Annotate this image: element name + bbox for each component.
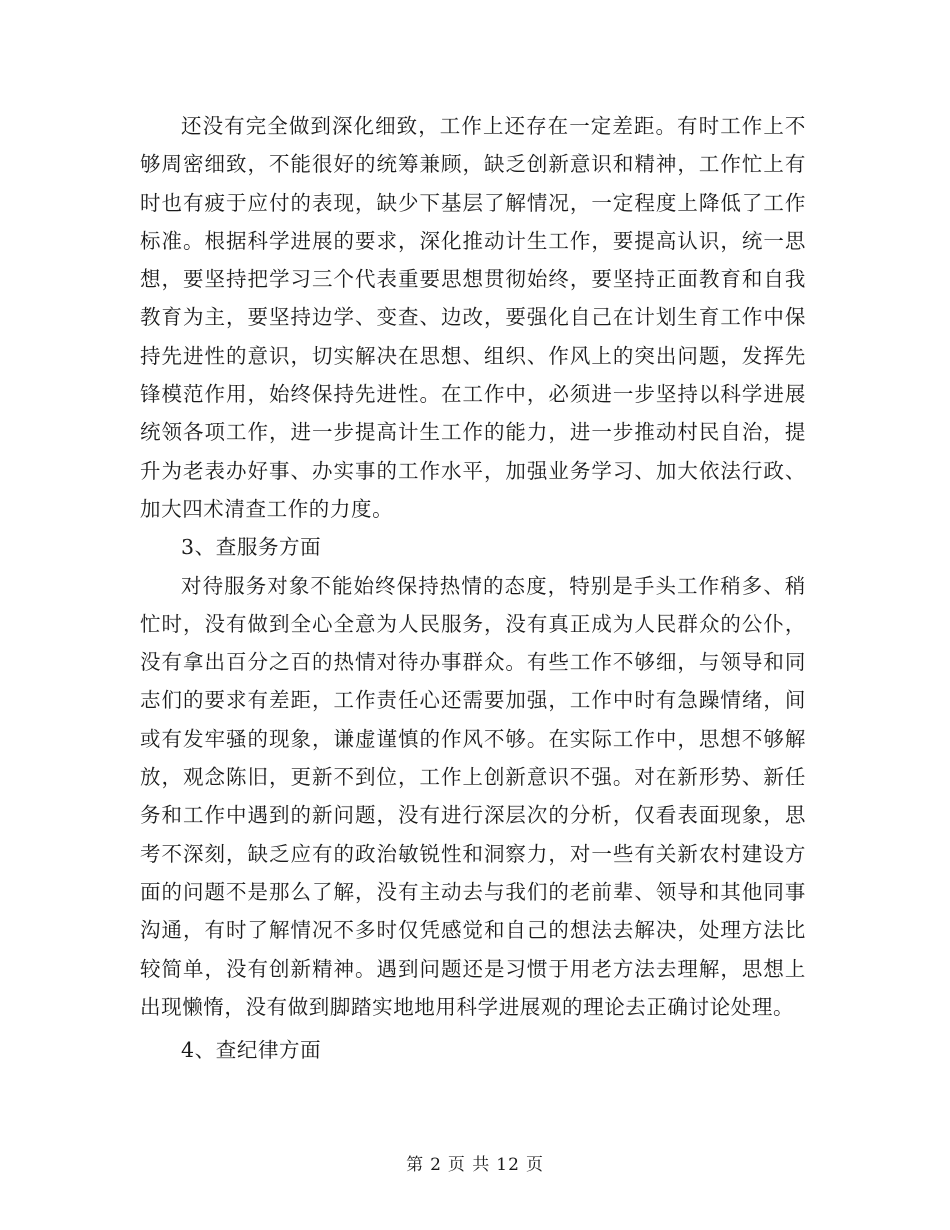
page-footer	[0, 1150, 950, 1175]
section-heading-service: 3、查服务方面	[181, 535, 322, 560]
footer-middle: 页 共	[447, 1155, 491, 1175]
footer-prefix: 第	[406, 1155, 425, 1175]
footer-page-number: 2	[430, 1155, 442, 1175]
paragraph-service: 对待服务对象不能始终保持热情的态度，特别是手头工作稍多、稍忙时，没有做到全心全意为人民服务，没有真正成为人民群众的公仆，没有拿出百分之百的热情对待办事群众。有些工作不够细，与领导和同志们的要求有差距，工作责任心还需要加强，工作中时有急躁情绪，间或有发牢骚的现象，谦虚谨慎的作风不够。在实际工作中，思想不够解放，观念陈旧，更新不到位，工作上创新意识不强。对在新形势、新任务和工作中遇到的新问题，没有进行深层次的分析，仅看表面现象，思考不深刻，缺乏应有的政治敏锐性和洞察力，对一些有关新农村建设方面的问题不是那么了解，没有主动去与我们的老前辈、领导和其他同事沟通，有时了解情况不多时仅凭感觉和自己的想法去解决，处理方法比较简单，没有创新精神。遇到问题还是习惯于用老方法去理解，思想上出现懒惰，没有做到脚踏实地地用科学进展观的理论去正确讨论处理。	[140, 573, 806, 1019]
section-heading-discipline: 4、查纪律方面	[181, 1038, 322, 1063]
footer-suffix: 页	[525, 1155, 544, 1175]
document-body	[140, 107, 806, 1069]
footer-total-pages: 12	[496, 1155, 520, 1175]
paragraph-work-standards: 还没有完全做到深化细致，工作上还存在一定差距。有时工作上不够周密细致，不能很好的统筹兼顾，缺乏创新意识和精神，工作忙上有时也有疲于应付的表现，缺少下基层了解情况，一定程度上降低了工作标准。根据科学进展的要求，深化推动计生工作，要提高认识，统一思想，要坚持把学习三个代表重要思想贯彻始终，要坚持正面教育和自我教育为主，要坚持边学、变查、边改，要强化自己在计划生育工作中保持先进性的意识，切实解决在思想、组织、作风上的突出问题，发挥先锋模范作用，始终保持先进性。在工作中，必须进一步坚持以科学进展统领各项工作，进一步提高计生工作的能力，进一步推动村民自治，提升为老表办好事、办实事的工作水平，加强业务学习、加大依法行政、加大四术清查工作的力度。	[140, 114, 806, 521]
